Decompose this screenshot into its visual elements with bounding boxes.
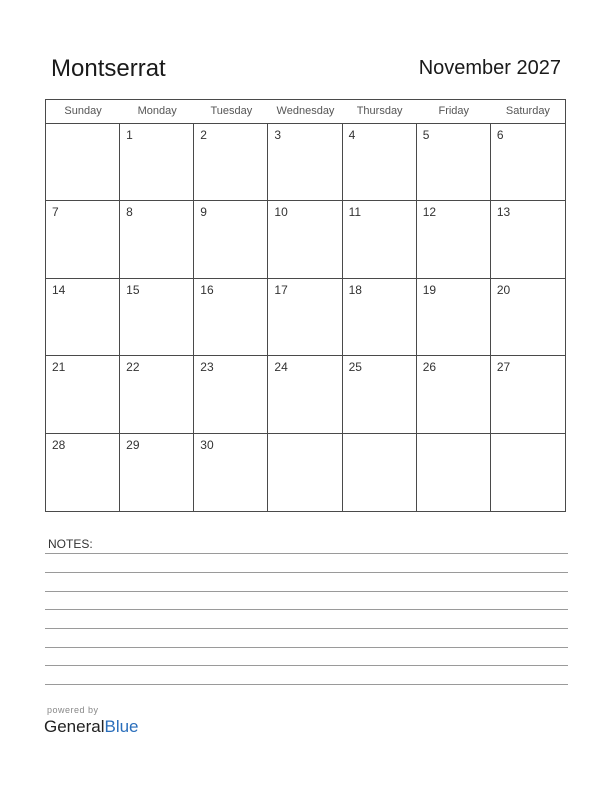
day-cell bbox=[46, 356, 120, 433]
day-cell bbox=[120, 201, 194, 278]
note-line bbox=[45, 553, 568, 554]
day-number: 25 bbox=[348, 360, 362, 375]
country-title: Montserrat bbox=[51, 55, 166, 82]
weekday-header: Sunday bbox=[46, 100, 120, 124]
day-cell bbox=[343, 356, 417, 433]
day-cell bbox=[343, 279, 417, 356]
day-cell bbox=[120, 124, 194, 201]
day-cell bbox=[268, 201, 342, 278]
day-cell bbox=[194, 356, 268, 433]
day-number: 21 bbox=[52, 360, 66, 375]
note-line bbox=[45, 684, 568, 685]
day-number: 12 bbox=[422, 205, 437, 220]
day-number: 28 bbox=[52, 437, 66, 452]
day-cell bbox=[417, 201, 491, 278]
day-number: 29 bbox=[126, 437, 140, 452]
weekday-header: Thursday bbox=[343, 100, 417, 124]
day-number: 23 bbox=[200, 360, 214, 375]
day-cell bbox=[46, 124, 120, 201]
day-number: 6 bbox=[496, 128, 504, 142]
brand-blue-text: Blue bbox=[104, 717, 139, 736]
day-number: 4 bbox=[348, 128, 356, 142]
day-number: 22 bbox=[126, 360, 140, 375]
day-cell bbox=[417, 279, 491, 356]
note-line bbox=[45, 572, 568, 573]
notes-label: NOTES: bbox=[48, 537, 93, 551]
note-line bbox=[45, 665, 568, 666]
day-cell bbox=[194, 279, 268, 356]
day-cell bbox=[120, 434, 194, 511]
day-number: 3 bbox=[274, 128, 282, 142]
day-cell bbox=[417, 356, 491, 433]
day-cell bbox=[343, 124, 417, 201]
day-number: 8 bbox=[126, 205, 133, 220]
note-line bbox=[45, 628, 568, 629]
day-cell bbox=[491, 124, 565, 201]
day-cell bbox=[417, 434, 491, 511]
day-number: 7 bbox=[52, 205, 59, 220]
weekday-header: Monday bbox=[120, 100, 194, 124]
day-cell bbox=[194, 201, 268, 278]
day-number: 30 bbox=[200, 437, 214, 452]
day-cell bbox=[46, 434, 120, 511]
brand-general-text: General bbox=[44, 717, 105, 736]
day-cell bbox=[268, 124, 342, 201]
weekday-header: Friday bbox=[417, 100, 491, 124]
day-number: 24 bbox=[274, 360, 288, 375]
day-number: 11 bbox=[348, 205, 362, 220]
calendar-grid bbox=[45, 99, 566, 512]
weekday-header: Tuesday bbox=[194, 100, 268, 124]
day-number: 14 bbox=[52, 282, 66, 297]
day-cell bbox=[268, 279, 342, 356]
day-number: 20 bbox=[496, 282, 511, 297]
powered-by-text: powered by bbox=[47, 705, 99, 715]
day-cell bbox=[46, 279, 120, 356]
weekday-header: Saturday bbox=[491, 100, 565, 124]
day-number: 1 bbox=[126, 128, 133, 142]
day-cell bbox=[491, 356, 565, 433]
note-line bbox=[45, 647, 568, 648]
day-number: 13 bbox=[496, 205, 511, 220]
day-number: 27 bbox=[496, 360, 511, 375]
day-cell bbox=[417, 124, 491, 201]
note-line bbox=[45, 591, 568, 592]
day-number: 26 bbox=[422, 360, 437, 375]
day-number: 2 bbox=[200, 128, 207, 142]
day-cell bbox=[343, 434, 417, 511]
day-number: 9 bbox=[200, 205, 207, 220]
day-number: 15 bbox=[126, 282, 140, 297]
day-number: 18 bbox=[348, 282, 362, 297]
day-number: 16 bbox=[200, 282, 214, 297]
day-number: 17 bbox=[274, 282, 288, 297]
month-year-title: November 2027 bbox=[418, 57, 561, 79]
day-number: 19 bbox=[422, 282, 437, 297]
day-cell bbox=[46, 201, 120, 278]
day-cell bbox=[268, 434, 342, 511]
day-cell bbox=[268, 356, 342, 433]
day-cell bbox=[343, 201, 417, 278]
day-cell bbox=[120, 279, 194, 356]
day-cell bbox=[194, 124, 268, 201]
day-cell bbox=[194, 434, 268, 511]
day-cell bbox=[491, 279, 565, 356]
note-line bbox=[45, 609, 568, 610]
day-cell bbox=[491, 434, 565, 511]
day-cell bbox=[491, 201, 565, 278]
day-number: 10 bbox=[274, 205, 288, 220]
day-cell bbox=[120, 356, 194, 433]
generalblue-logo[interactable] bbox=[44, 717, 139, 737]
day-number: 5 bbox=[422, 128, 430, 142]
weekday-header: Wednesday bbox=[268, 100, 342, 124]
